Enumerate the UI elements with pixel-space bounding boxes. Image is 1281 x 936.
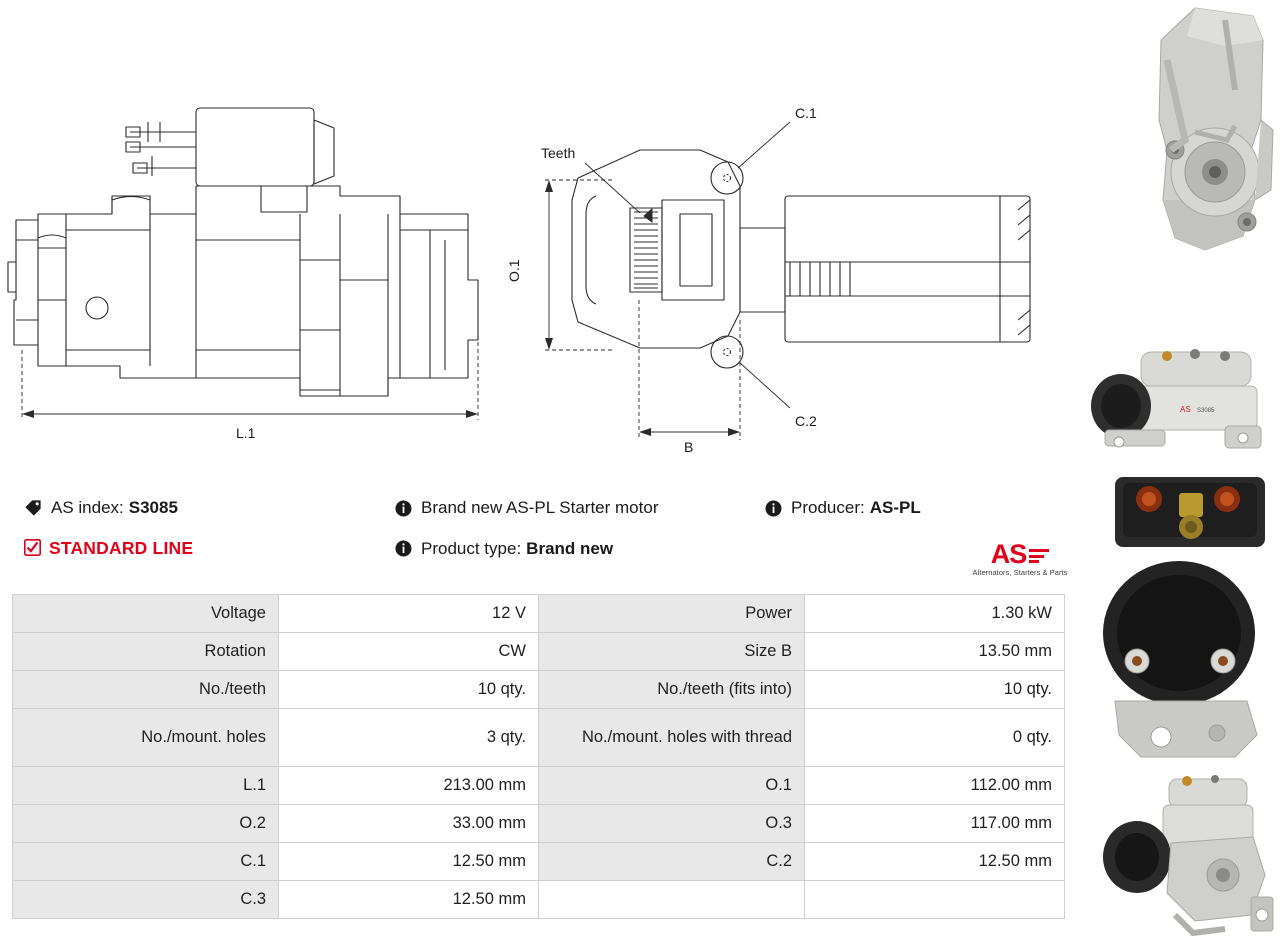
starter-motor-line-drawings bbox=[0, 0, 1075, 470]
spec-key: O.2 bbox=[13, 805, 279, 843]
standard-line-group bbox=[0, 538, 395, 559]
table-row bbox=[13, 767, 1065, 805]
info-row-secondary bbox=[0, 538, 1075, 559]
as-index-value: S3085 bbox=[128, 498, 178, 517]
specification-table bbox=[12, 594, 1065, 919]
starter-photo-side-black[interactable] bbox=[1075, 330, 1281, 465]
spec-value: 0 qty. bbox=[805, 709, 1065, 767]
tag-icon bbox=[24, 499, 42, 517]
product-description: Brand new AS-PL Starter motor bbox=[421, 498, 659, 517]
producer-label: Producer: bbox=[791, 498, 865, 517]
info-row-primary bbox=[0, 498, 1075, 518]
info-icon bbox=[765, 500, 782, 517]
product-type-group bbox=[395, 539, 765, 559]
spec-key: C.2 bbox=[539, 843, 805, 881]
info-icon bbox=[395, 540, 412, 557]
spec-value: 12.50 mm bbox=[279, 881, 539, 919]
callout-label-teeth: Teeth bbox=[541, 145, 576, 161]
spec-value: 12 V bbox=[279, 595, 539, 633]
aspl-logo-mark bbox=[965, 539, 1075, 569]
table-row bbox=[13, 709, 1065, 767]
callout-label-c2: C.2 bbox=[795, 413, 817, 429]
spec-key: No./mount. holes with thread bbox=[539, 709, 805, 767]
table-row bbox=[13, 881, 1065, 919]
as-index-group bbox=[0, 498, 395, 518]
spec-value: 3 qty. bbox=[279, 709, 539, 767]
callout-label-c1: C.1 bbox=[795, 105, 817, 121]
product-photo-column bbox=[1075, 0, 1281, 936]
producer-group bbox=[765, 498, 1075, 518]
dimension-label-o1: O.1 bbox=[506, 259, 522, 282]
spec-key: C.3 bbox=[13, 881, 279, 919]
standard-line-badge: STANDARD LINE bbox=[49, 538, 194, 558]
spec-value: 33.00 mm bbox=[279, 805, 539, 843]
as-index-label: AS index: bbox=[51, 498, 124, 517]
checkbox-checked-icon bbox=[24, 539, 41, 559]
spec-key: L.1 bbox=[13, 767, 279, 805]
spec-value: 213.00 mm bbox=[279, 767, 539, 805]
spec-value: 112.00 mm bbox=[805, 767, 1065, 805]
spec-key: O.3 bbox=[539, 805, 805, 843]
spec-value: 12.50 mm bbox=[805, 843, 1065, 881]
table-row bbox=[13, 595, 1065, 633]
spec-key: C.1 bbox=[13, 843, 279, 881]
spec-value: 12.50 mm bbox=[279, 843, 539, 881]
spec-value: 1.30 kW bbox=[805, 595, 1065, 633]
table-row bbox=[13, 633, 1065, 671]
spec-key: No./mount. holes bbox=[13, 709, 279, 767]
dimension-label-b: B bbox=[684, 439, 694, 455]
starter-photo-solenoid-terminals[interactable] bbox=[1075, 465, 1281, 765]
dimension-label-l1: L.1 bbox=[236, 425, 256, 441]
spec-value: 10 qty. bbox=[279, 671, 539, 709]
aspl-logo-bars bbox=[1029, 549, 1049, 566]
spec-empty-cell bbox=[539, 881, 805, 919]
aspl-logo-text: AS bbox=[990, 539, 1027, 569]
spec-key: Rotation bbox=[13, 633, 279, 671]
spec-key: Size B bbox=[539, 633, 805, 671]
aspl-logo-subtitle: Alternators, Starters & Parts bbox=[972, 568, 1068, 577]
svg-text:AS: AS bbox=[1180, 405, 1191, 414]
spec-key: O.1 bbox=[539, 767, 805, 805]
spec-value: 13.50 mm bbox=[805, 633, 1065, 671]
table-row bbox=[13, 843, 1065, 881]
spec-empty-cell bbox=[805, 881, 1065, 919]
table-row bbox=[13, 805, 1065, 843]
spec-value: 10 qty. bbox=[805, 671, 1065, 709]
spec-key: Voltage bbox=[13, 595, 279, 633]
starter-photo-angled-view[interactable] bbox=[1075, 765, 1281, 936]
spec-key: Power bbox=[539, 595, 805, 633]
product-type-label: Product type: bbox=[421, 538, 522, 558]
spec-key: No./teeth bbox=[13, 671, 279, 709]
table-row bbox=[13, 671, 1065, 709]
product-type-value: Brand new bbox=[526, 538, 614, 558]
product-info-block bbox=[0, 490, 1075, 586]
producer-value: AS-PL bbox=[869, 498, 921, 517]
technical-drawings bbox=[0, 0, 1075, 470]
spec-value: 117.00 mm bbox=[805, 805, 1065, 843]
spec-key: No./teeth (fits into) bbox=[539, 671, 805, 709]
aspl-brand-logo bbox=[965, 540, 1075, 577]
starter-photo-bare-housing[interactable] bbox=[1075, 0, 1281, 330]
info-icon bbox=[395, 500, 412, 517]
description-group bbox=[395, 498, 765, 518]
svg-text:S3085: S3085 bbox=[1197, 408, 1215, 414]
spec-value: CW bbox=[279, 633, 539, 671]
